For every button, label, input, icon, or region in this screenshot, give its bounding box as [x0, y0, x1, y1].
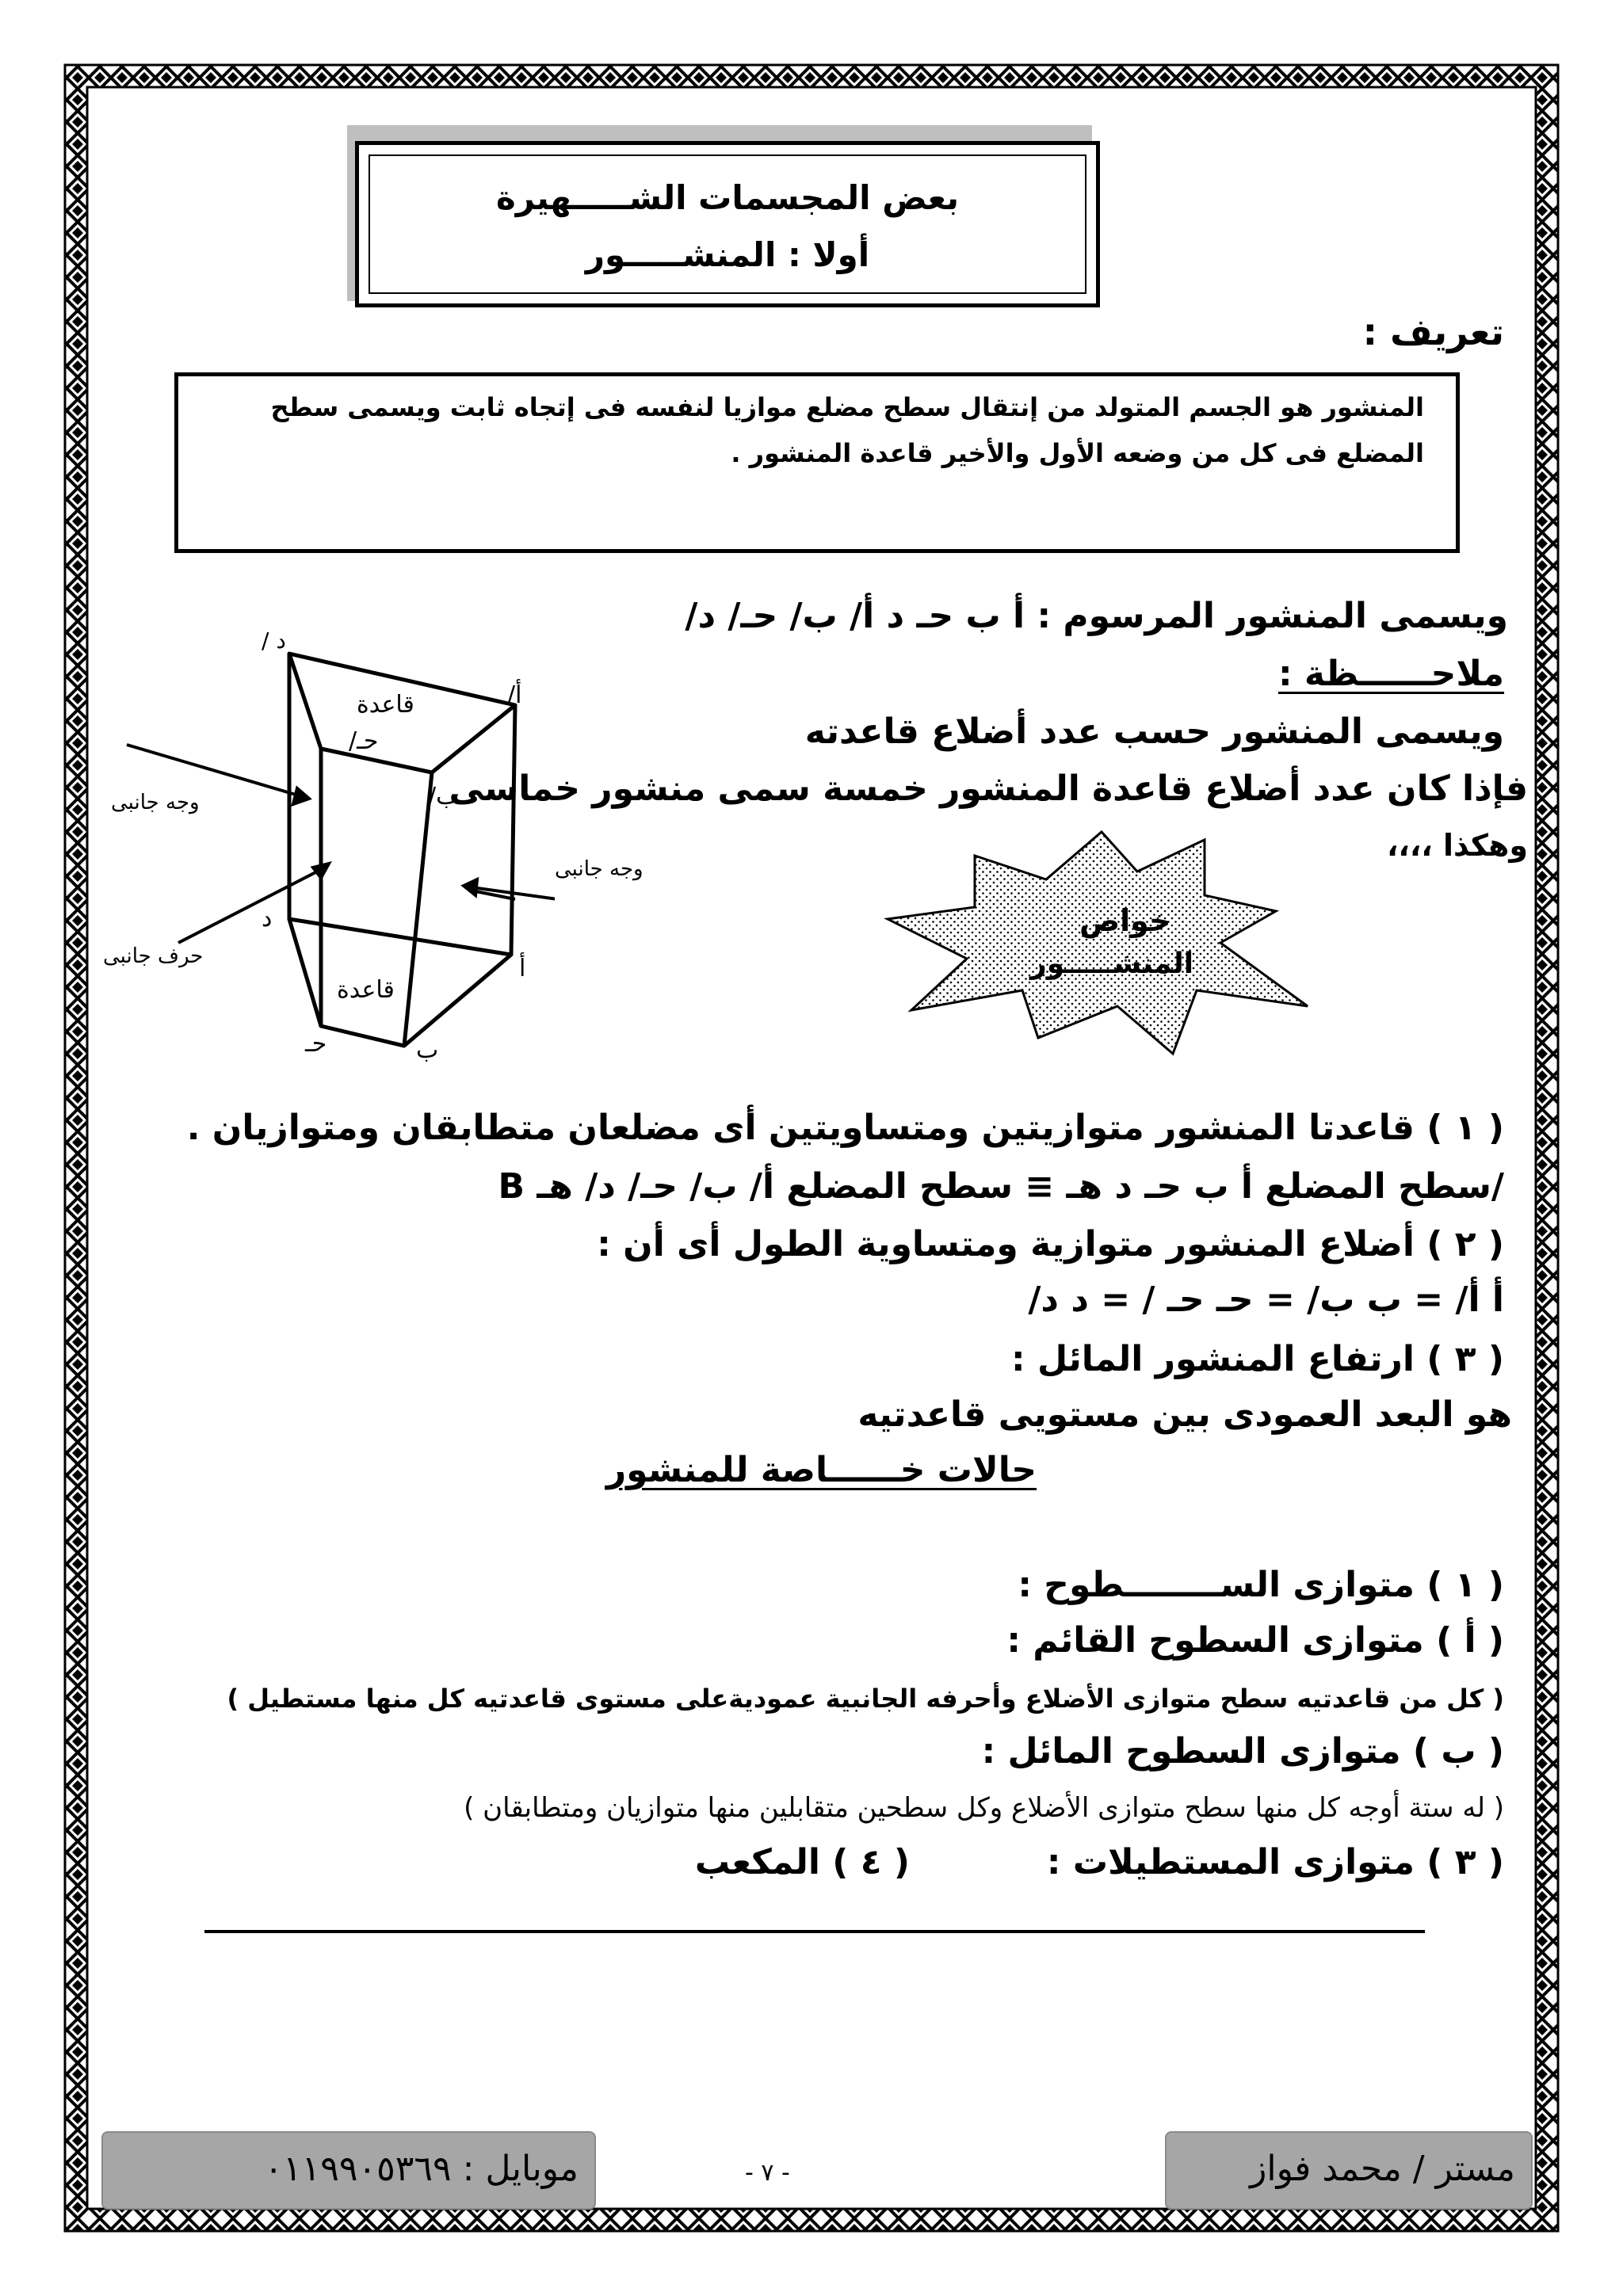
label-side-face-right: وجه جانبى — [555, 857, 643, 881]
footer-author: مستر / محمد فواز — [1250, 2149, 1515, 2189]
label-b-prime: ب/ — [428, 783, 459, 810]
label-base-bottom: قاعدة — [337, 976, 395, 1004]
prism-diagram — [111, 626, 555, 1070]
property-3: ( ٣ ) ارتفاع المنشور المائل : — [1011, 1339, 1504, 1379]
label-h: حـ — [305, 1030, 327, 1058]
footer-mobile-box — [101, 2131, 596, 2210]
footer-page-number: - ٧ - — [745, 2159, 790, 2187]
label-h-prime: حـ/ — [349, 727, 379, 755]
note-label: ملاحــــــظة : — [1277, 654, 1504, 694]
note-line-2: فإذا كان عدد أضلاع قاعدة المنشور خمسة سمى منشور خماسى — [449, 769, 1528, 809]
label-a: أ — [519, 955, 526, 982]
title-inner-frame — [369, 154, 1086, 294]
title-box — [355, 141, 1100, 307]
label-a-prime: أ/ — [507, 681, 522, 709]
title-line-2: أولا : المنشـــــور — [585, 235, 870, 274]
prism-naming: ويسمى المنشور المرسوم : أ ب حـ د أ/ ب/ حـ/ د/ — [685, 596, 1508, 636]
horizontal-divider — [204, 1930, 1425, 1933]
footer-author-box — [1165, 2131, 1533, 2210]
property-1: ( ١ ) قاعدتا المنشور متوازيتين ومتساويتين أى مضلعان متطابقان ومتوازيان . — [186, 1108, 1504, 1148]
starburst-line-1: خواص — [1079, 903, 1171, 938]
case-4: ( ٤ ) المكعب — [694, 1842, 910, 1882]
definition-box — [174, 372, 1460, 553]
case-1b-description: ( له ستة أوجه كل منها سطح متوازى الأضلاع وكل سطحين متقابلين منها متوازيان ومتطابقان ) — [464, 1792, 1504, 1824]
label-d-prime: د / — [262, 627, 286, 654]
footer-mobile: موبايل : ٠١١٩٩٠٥٣٦٩ — [264, 2149, 579, 2189]
special-cases-heading: حالات خــــــاصة للمنشور — [605, 1450, 1037, 1490]
case-3: ( ٣ ) متوازى المستطيلات : — [1046, 1842, 1504, 1882]
note-line-3: وهكذا ،،،، — [1386, 828, 1528, 863]
property-2: ( ٢ ) أضلاع المنشور متوازية ومتساوية الطول أى أن : — [597, 1224, 1504, 1264]
label-d: د — [262, 905, 273, 933]
edge-b — [404, 772, 432, 1046]
label-b: ب — [416, 1036, 439, 1064]
label-side-edge: حرف جانبى — [103, 944, 204, 968]
property-2-equation: أ أ/ = ب ب/ = حـ حـ / = د د/ — [1028, 1280, 1504, 1320]
case-1b: ( ب ) متوازى السطوح المائل : — [981, 1731, 1504, 1772]
case-1a-description: ( كل من قاعدتيه سطح متوازى الأضلاع وأحرفه الجانبية عموديةعلى مستوى قاعدتيه كل منها مستطيل ) — [227, 1684, 1504, 1714]
label-side-face-left: وجه جانبى — [111, 791, 200, 814]
property-3-definition: هو البعد العمودى بين مستويى قاعدتيه — [857, 1394, 1512, 1435]
definition-line-1: المنشور هو الجسم المتولد من إنتقال سطح مضلع موازيا لنفسه فى إتجاه ثابت ويسمى سطح — [270, 392, 1424, 422]
property-1-equation: B سطح المضلع أ ب حـ د هـ ≡ سطح المضلع أ/ ب/ حـ/ د/ هـ/ — [498, 1166, 1504, 1207]
starburst-shape — [864, 824, 1339, 1062]
label-base-top: قاعدة — [357, 691, 414, 719]
title-line-1: بعض المجسمات الشـــــهيرة — [496, 178, 959, 217]
case-1: ( ١ ) متوازى الســــــــطوح : — [1018, 1565, 1504, 1605]
starburst-line-2: المنشـــــور — [1030, 948, 1194, 980]
definition-line-2: المضلع فى كل من وضعه الأول والأخير قاعدة المنشور . — [731, 438, 1424, 468]
note-line-1: ويسمى المنشور حسب عدد أضلاع قاعدته — [804, 711, 1504, 752]
edge-a — [511, 705, 515, 955]
case-1a: ( أ ) متوازى السطوح القائم : — [1006, 1620, 1504, 1661]
definition-label: تعريف : — [1362, 311, 1504, 353]
